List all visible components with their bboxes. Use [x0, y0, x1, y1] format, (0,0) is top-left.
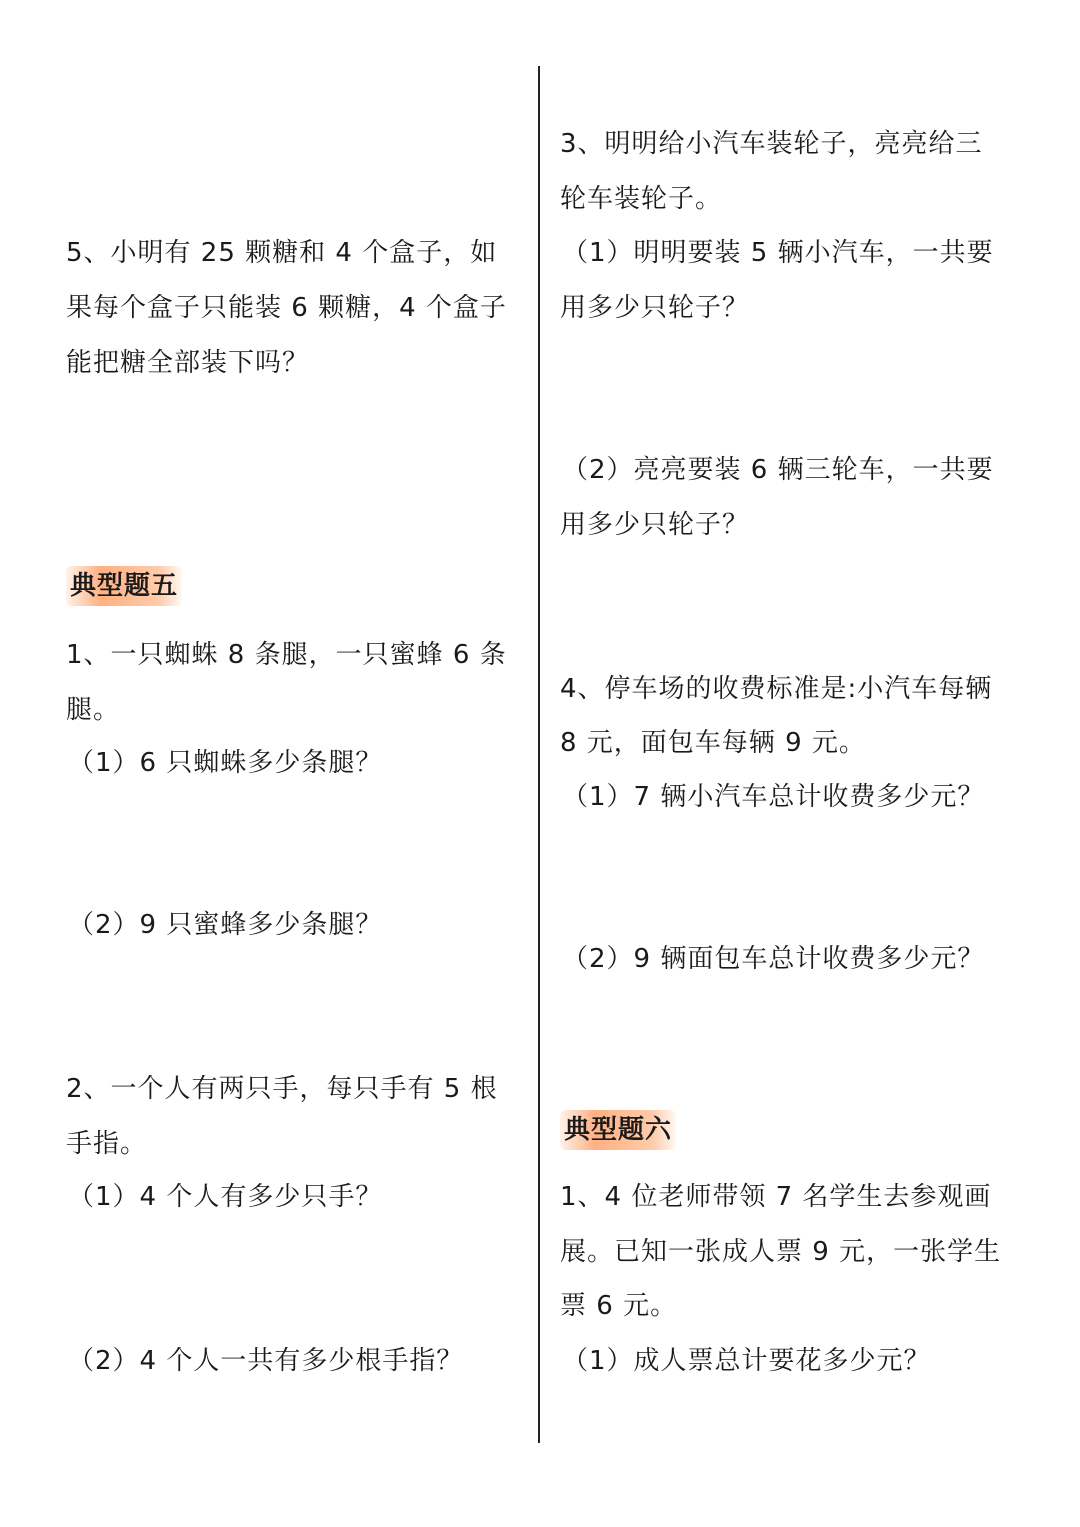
- q1-line-1: 1、一只蜘蛛 8 条腿，一只蜜蜂 6 条: [66, 640, 507, 670]
- section-heading-5: 典型题五: [66, 566, 182, 606]
- q1-line-2: 腿。: [66, 695, 121, 725]
- q2-sub-1: （1）4 个人有多少只手？: [68, 1182, 383, 1212]
- q6-line-1: 1、4 位老师带领 7 名学生去参观画: [560, 1182, 992, 1212]
- q4-line-2: 8 元，面包车每辆 9 元。: [560, 728, 866, 758]
- section-heading-6: 典型题六: [560, 1110, 676, 1150]
- q1-sub-1: （1）6 只蜘蛛多少条腿？: [68, 748, 383, 778]
- q3-sub-1-line-1: （1）明明要装 5 辆小汽车，一共要: [562, 238, 994, 268]
- q4-sub-1: （1）7 辆小汽车总计收费多少元？: [562, 782, 985, 812]
- q1-sub-2: （2）9 只蜜蜂多少条腿？: [68, 910, 383, 940]
- q2-line-1: 2、一个人有两只手，每只手有 5 根: [66, 1074, 498, 1104]
- q4-sub-2: （2）9 辆面包车总计收费多少元？: [562, 944, 985, 974]
- q4-line-1: 4、停车场的收费标准是:小汽车每辆: [560, 674, 993, 704]
- q3-line-1: 3、明明给小汽车装轮子，亮亮给三: [560, 129, 983, 159]
- q5-line-1: 5、小明有 25 颗糖和 4 个盒子，如: [66, 238, 498, 268]
- q2-line-2: 手指。: [66, 1129, 148, 1159]
- q6-line-2: 展。已知一张成人票 9 元，一张学生: [560, 1237, 1002, 1267]
- q3-line-2: 轮车装轮子。: [560, 184, 723, 214]
- q6-sub-1: （1）成人票总计要花多少元？: [562, 1346, 931, 1376]
- q6-line-3: 票 6 元。: [560, 1291, 678, 1321]
- column-divider: [538, 66, 540, 1443]
- q5-line-3: 能把糖全部装下吗？: [66, 348, 310, 378]
- q5-line-2: 果每个盒子只能装 6 颗糖，4 个盒子: [66, 293, 507, 323]
- q3-sub-1-line-2: 用多少只轮子？: [560, 293, 750, 323]
- q3-sub-2-line-2: 用多少只轮子？: [560, 510, 750, 540]
- q2-sub-2: （2）4 个人一共有多少根手指？: [68, 1346, 464, 1376]
- q3-sub-2-line-1: （2）亮亮要装 6 辆三轮车，一共要: [562, 455, 994, 485]
